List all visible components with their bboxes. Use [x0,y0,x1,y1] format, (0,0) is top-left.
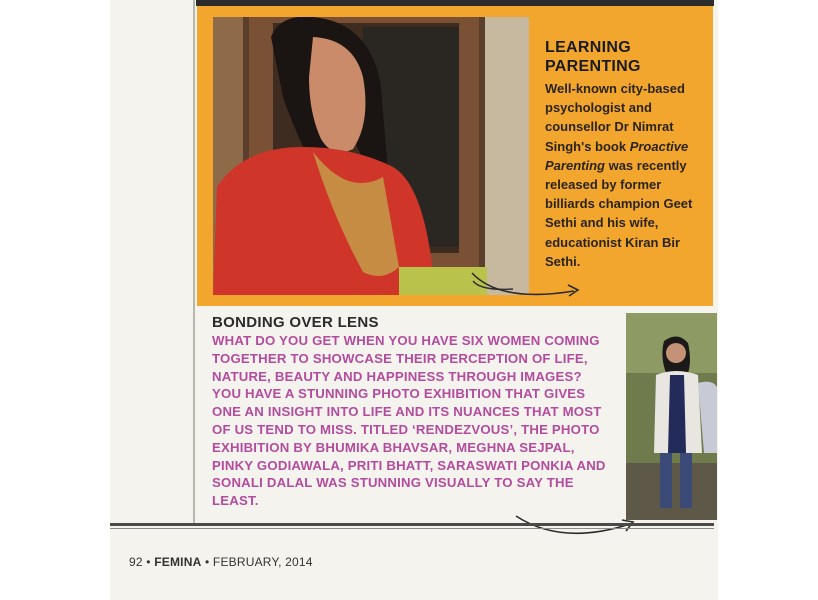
exhibition-photo [626,313,717,520]
page-footer: 92 • FEMINA • FEBRUARY, 2014 [129,555,313,569]
bottom-rule [110,523,714,526]
magazine-name: FEMINA [154,555,202,569]
left-column-rule [193,0,195,523]
page-number: 92 [129,555,143,569]
exhibition-photo-illustration [626,313,717,520]
bottom-rule-thin [110,528,714,529]
book-title: Proactive Parenting [545,138,689,173]
learning-parenting-body [545,79,707,271]
bonding-over-lens-body: WHAT DO YOU GET WHEN YOU HAVE SIX WOMEN COMING TOGETHER TO SHOWCASE THEIR PERCEPTION OF LIFE, NATURE, BEAUTY AND HAPPINESS THROUGH IMAGES? YOU HAVE A STUNNING PHOTO EXHIBITION THAT GIVES ONE AN INSIGHT INTO LIFE AND ITS NUANCES THAT MOST OF US TEND TO MISS. TITLED ‘RENDEZVOUS’, THE PHOTO EXHIBITION BY BHUMIKA BHAVSAR, MEGHNA SEJPAL, PINKY GODIAWALA, PRITI BHATT, SARASWATI PONKIA AND SONALI DALAL WAS STUNNING VISUALLY TO SAY THE LEAST. [212,333,606,509]
learning-body-intro: Well-known city-based psychologist and counsellor Dr Nimrat Singh's book [545,81,685,154]
learning-body-rest: was recently released by former billiards champion Geet Sethi and his wife, educationist Kiran Bir Sethi. [545,157,693,269]
book-launch-photo-illustration [213,17,529,295]
issue-date: FEBRUARY, 2014 [212,555,313,569]
curved-arrow-icon [470,255,590,305]
curved-arrow-icon-bottom [512,510,642,544]
learning-parenting-article [545,38,707,271]
learning-parenting-title: LEARNING PARENTING [545,39,641,75]
bonding-over-lens-title: BONDING OVER LENS [212,314,379,331]
book-launch-photo [213,17,529,295]
